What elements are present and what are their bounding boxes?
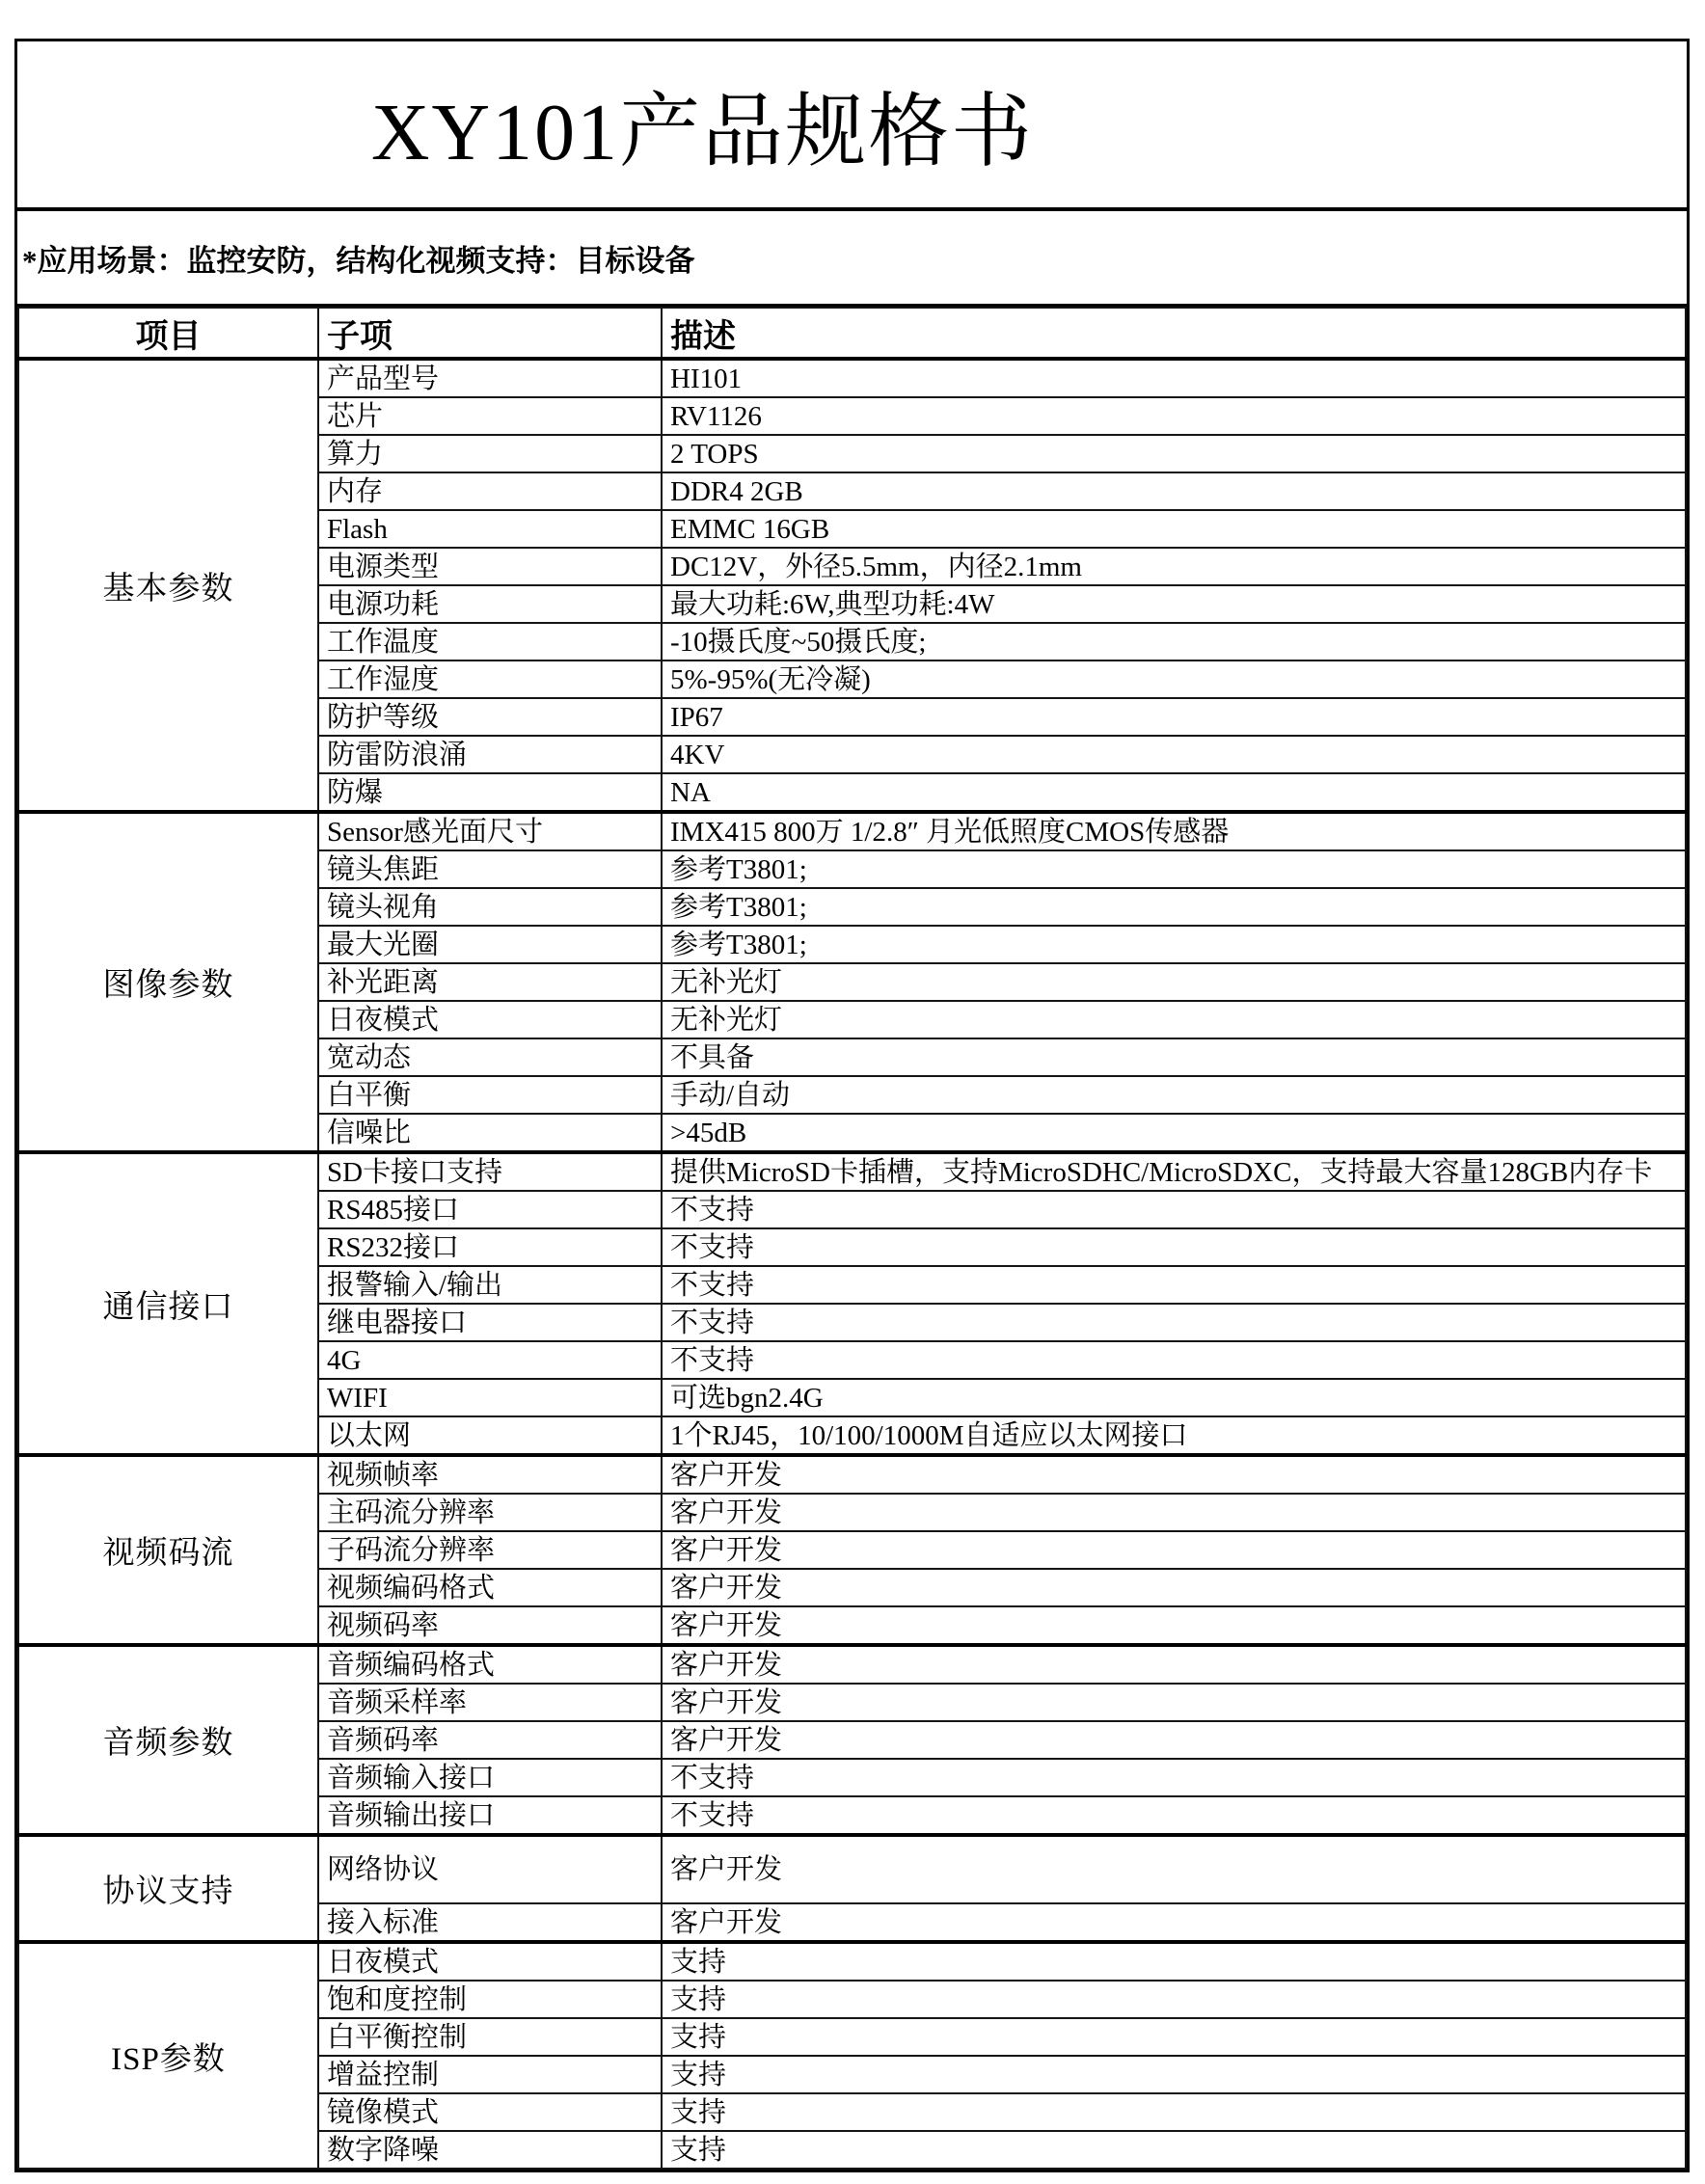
description-cell: 2 TOPS [662,435,1686,472]
description-cell: DC12V，外径5.5mm，内径2.1mm [662,548,1686,585]
subitem-cell: 白平衡控制 [318,2018,662,2056]
subitem-cell: 宽动态 [318,1038,662,1076]
application-block [17,211,1687,307]
subitem-cell: 音频输入接口 [318,1759,662,1796]
spec-table-body [18,359,1686,2169]
subitem-cell: Sensor感光面尺寸 [318,812,662,850]
description-cell: 不支持 [662,1304,1686,1341]
description-cell: 客户开发 [662,1569,1686,1606]
description-cell: 客户开发 [662,1645,1686,1684]
spec-sheet [14,39,1690,2172]
subitem-cell: 产品型号 [318,359,662,397]
subitem-cell: 电源类型 [318,548,662,585]
subitem-cell: 工作温度 [318,623,662,661]
section-name-cell: 视频码流 [18,1455,318,1645]
description-cell: 不支持 [662,1759,1686,1796]
spec-table-header [18,308,1686,359]
description-cell: 不支持 [662,1228,1686,1266]
description-cell: 客户开发 [662,1494,1686,1531]
description-cell: RV1126 [662,397,1686,435]
subitem-cell: 电源功耗 [318,585,662,623]
description-cell: 客户开发 [662,1455,1686,1494]
table-row [18,1152,1686,1191]
subitem-cell: 工作湿度 [318,661,662,698]
description-cell: DDR4 2GB [662,472,1686,510]
subitem-cell: 饱和度控制 [318,1981,662,2018]
subitem-cell: SD卡接口支持 [318,1152,662,1191]
description-cell: 支持 [662,2093,1686,2131]
section-name-cell: 音频参数 [18,1645,318,1835]
subitem-cell: 芯片 [318,397,662,435]
subitem-cell: 算力 [318,435,662,472]
table-row [18,1455,1686,1494]
section-name-cell: 通信接口 [18,1152,318,1455]
description-cell: 支持 [662,2056,1686,2093]
subitem-cell: 镜像模式 [318,2093,662,2131]
col-header-subitem: 子项 [318,308,662,359]
subitem-cell: Flash [318,510,662,548]
subitem-cell: 音频输出接口 [318,1796,662,1835]
table-row [18,1835,1686,1903]
subitem-cell: 内存 [318,472,662,510]
subitem-cell: 白平衡 [318,1076,662,1114]
section-name-cell: 图像参数 [18,812,318,1152]
subitem-cell: 日夜模式 [318,1001,662,1038]
description-cell: 客户开发 [662,1684,1686,1721]
col-header-description: 描述 [662,308,1686,359]
description-cell: 参考T3801; [662,888,1686,926]
subitem-cell: 视频帧率 [318,1455,662,1494]
description-cell: 不支持 [662,1341,1686,1379]
description-cell: 提供MicroSD卡插槽，支持MicroSDHC/MicroSDXC，支持最大容量128GB内存卡 [662,1152,1686,1191]
document-title: XY101产品规格书 [370,87,1035,177]
col-header-item: 项目 [18,308,318,359]
subitem-cell: 数字降噪 [318,2131,662,2169]
description-cell: 无补光灯 [662,963,1686,1001]
description-cell: 不具备 [662,1038,1686,1076]
subitem-cell: 防爆 [318,773,662,812]
description-cell: 手动/自动 [662,1076,1686,1114]
subitem-cell: 最大光圈 [318,926,662,963]
subitem-cell: 主码流分辨率 [318,1494,662,1531]
table-row [18,1645,1686,1684]
description-cell: 1个RJ45，10/100/1000M自适应以太网接口 [662,1416,1686,1455]
subitem-cell: WIFI [318,1379,662,1416]
subitem-cell: 镜头视角 [318,888,662,926]
subitem-cell: RS485接口 [318,1191,662,1228]
description-cell: 客户开发 [662,1721,1686,1759]
table-row [18,812,1686,850]
description-cell: 不支持 [662,1796,1686,1835]
subitem-cell: 镜头焦距 [318,850,662,888]
subitem-cell: 信噪比 [318,1114,662,1152]
title-block [17,41,1687,211]
description-cell: 4KV [662,736,1686,773]
description-cell: NA [662,773,1686,812]
subitem-cell: 继电器接口 [318,1304,662,1341]
subitem-cell: 视频编码格式 [318,1569,662,1606]
subitem-cell: 增益控制 [318,2056,662,2093]
subitem-cell: 视频码率 [318,1606,662,1645]
subitem-cell: RS232接口 [318,1228,662,1266]
subitem-cell: 以太网 [318,1416,662,1455]
subitem-cell: 子码流分辨率 [318,1531,662,1569]
description-cell: 参考T3801; [662,926,1686,963]
description-cell: 可选bgn2.4G [662,1379,1686,1416]
application-note: *应用场景：监控安防，结构化视频支持：目标设备 [22,243,695,278]
description-cell: 参考T3801; [662,850,1686,888]
subitem-cell: 音频编码格式 [318,1645,662,1684]
description-cell: 不支持 [662,1266,1686,1304]
description-cell: 无补光灯 [662,1001,1686,1038]
subitem-cell: 音频采样率 [318,1684,662,1721]
description-cell: 客户开发 [662,1531,1686,1569]
header-row [18,308,1686,359]
description-cell: 支持 [662,1942,1686,1981]
section-name-cell: ISP参数 [18,1942,318,2169]
description-cell: 不支持 [662,1191,1686,1228]
description-cell: HI101 [662,359,1686,397]
description-cell: 客户开发 [662,1903,1686,1942]
subitem-cell: 日夜模式 [318,1942,662,1981]
subitem-cell: 防护等级 [318,698,662,736]
description-cell: >45dB [662,1114,1686,1152]
section-name-cell: 协议支持 [18,1835,318,1942]
subitem-cell: 防雷防浪涌 [318,736,662,773]
subitem-cell: 音频码率 [318,1721,662,1759]
description-cell: IMX415 800万 1/2.8″ 月光低照度CMOS传感器 [662,812,1686,850]
description-cell: 支持 [662,1981,1686,2018]
table-row [18,359,1686,397]
description-cell: 客户开发 [662,1835,1686,1903]
description-cell: EMMC 16GB [662,510,1686,548]
description-cell: 客户开发 [662,1606,1686,1645]
section-name-cell: 基本参数 [18,359,318,812]
subitem-cell: 补光距离 [318,963,662,1001]
description-cell: -10摄氏度~50摄氏度; [662,623,1686,661]
subitem-cell: 4G [318,1341,662,1379]
description-cell: 最大功耗:6W,典型功耗:4W [662,585,1686,623]
description-cell: 支持 [662,2018,1686,2056]
subitem-cell: 报警输入/输出 [318,1266,662,1304]
description-cell: 支持 [662,2131,1686,2169]
subitem-cell: 接入标准 [318,1903,662,1942]
description-cell: IP67 [662,698,1686,736]
description-cell: 5%-95%(无冷凝) [662,661,1686,698]
table-row [18,1942,1686,1981]
subitem-cell: 网络协议 [318,1835,662,1903]
spec-table [17,307,1687,2170]
